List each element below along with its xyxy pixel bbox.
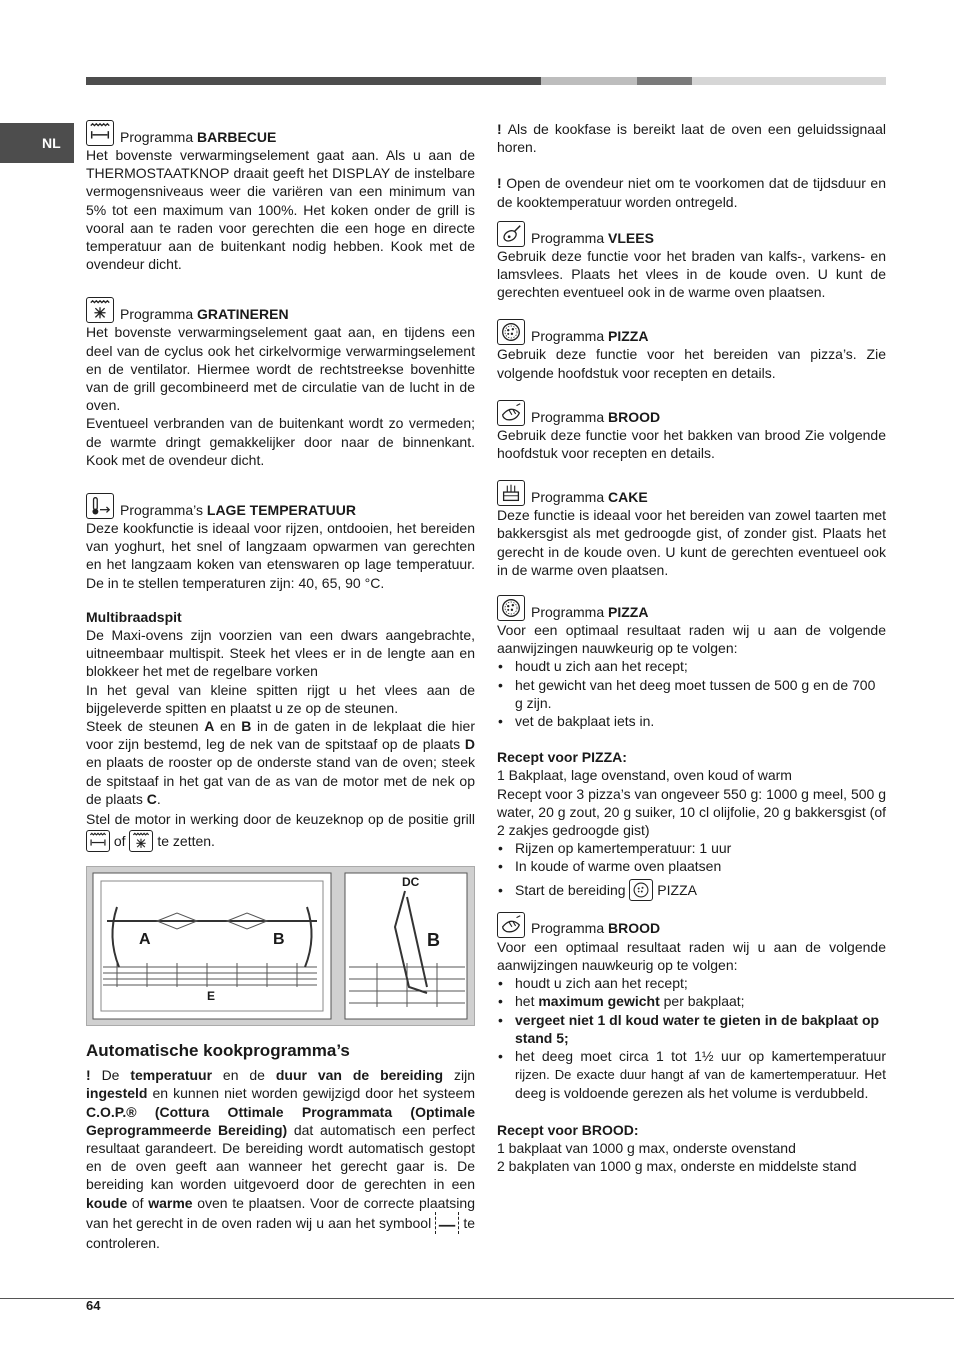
list-item: • het gewicht van het deeg moet tussen de 500 g en de 700 g zijn.: [497, 676, 886, 712]
auto-programs-title: Automatische kookprogramma’s: [86, 1041, 350, 1061]
recipe-pizza-title: Recept voor PIZZA:: [497, 749, 627, 766]
gratineren-text-2: Eventueel verbranden van de buitenkant wordt zo vermeden; de warmte dringt gemakkelijker door naar de binnenkant. Kook met de ovendeur dicht.: [86, 415, 475, 468]
list-item: • In koude of warme oven plaatsen: [497, 857, 886, 875]
brood-text: Gebruik deze functie voor het bakken van brood Zie volgende hoofdstuk voor recepten en details.: [497, 426, 886, 462]
brood-tips-list: [497, 974, 886, 1102]
pizza-icon: [497, 319, 525, 345]
multibraadspit-p2: In het geval van kleine spitten rijgt u het vlees aan de bijgeleverde spitten en plaatst u ze op de steunen.: [86, 681, 475, 716]
vlees-text: Gebruik deze functie voor het braden van kalfs-, varkens- en lamsvlees. Plaats het vlees in de koude oven. U kunt de gerechten eventueel ook in de warme oven plaatsen.: [497, 247, 886, 301]
pizza-tips-list: [497, 657, 886, 730]
gratin-icon: [86, 297, 114, 323]
recipe-pizza: [497, 748, 886, 903]
program-cake: Programma CAKE Deze functie is ideaal voor het bereiden van zowel taarten met bakkersgist als met gedroogde gist, of zonder gist. Plaats het gerecht in de koude oven. U kunt de gerechten eventueel ook in de warme oven plaatsen.: [497, 480, 886, 579]
recipe-pizza-list: [497, 839, 886, 903]
low-temperature-icon: [86, 493, 114, 519]
pizza-text: Gebruik deze functie voor het bereiden van pizza’s. Zie volgende hoofdstuk voor recepten en details.: [497, 346, 886, 381]
list-item: • vergeet niet 1 dl koud water te gieten in de bakplaat op stand 5;: [497, 1011, 886, 1047]
label-b-side: B: [427, 930, 440, 951]
brood-details-text: Voor een optimaal resultaat raden wij u aan de volgende aanwijzingen nauwkeurig op te volgen:: [497, 938, 886, 973]
auto-programs-text: ! De temperatuur en de duur van de bereiding zijn ingesteld en kunnen niet worden gewijzigd door het systeem C.O.P.® (Cottura Ottimale Programmata (Optimale Geprogrammeerde Bereiding) dat automatisch een perfect resultaat garandeert. De bereiding wordt automatisch gestopt en de oven geeft aan wanneer het gerecht gaar is. De bereiding kan worden uitgevoerd door de gerechten in een koude of warme oven te plaatsen. Voor de correcte plaatsing van het gerecht in de oven raden wij u aan het symbool te controleren.: [86, 1067, 475, 1251]
barbecue-grill-icon: [86, 830, 110, 852]
gratin-icon: [129, 830, 153, 852]
multibraadspit-p4: Stel de motor in werking door de keuzeknop op de positie grill of te zetten.: [86, 808, 475, 852]
recipe-brood: [497, 1121, 886, 1176]
rotisserie-diagram: [86, 866, 475, 1026]
list-item: • houdt u zich aan het recept;: [497, 657, 886, 675]
multibraadspit-title: Multibraadspit: [86, 608, 182, 625]
lage-temperatuur-text: Deze kookfunctie is ideaal voor rijzen, ontdooien, het bereiden van yoghurt, het snel of langzaam opwarmen van gerechten en het langzaam koken van etenswaren op lage temperatuur. De in te stellen temperaturen zijn: 40, 65, 90 °C.: [86, 520, 475, 591]
program-gratineren: Programma GRATINEREN Het bovenste verwarmingselement gaat aan, en tijdens een deel van de cyclus ook het cirkelvormige verwarmingselement en de ventilator. Hiermee wordt de rechtstreekse bovenhitte van de grill gecombineerd met de circulatie van de lucht in de oven. Eventueel verbranden van de buitenkant wordt zo vermeden; de warmte dringt gemakkelijker door naar de binnenkant. Kook met de ovendeur dicht.: [86, 297, 475, 469]
language-tab: NL: [0, 123, 74, 163]
list-item: • vet de bakplaat iets in.: [497, 712, 886, 730]
list-item: • Start de bereiding PIZZA: [497, 876, 886, 904]
recipe-brood-title: Recept voor BROOD:: [497, 1121, 639, 1138]
right-column: [497, 120, 886, 1175]
cake-icon: [497, 480, 525, 506]
gratineren-text-1: Het bovenste verwarmingselement gaat aan, en tijdens een deel van de cyclus ook het cirkelvormige verwarmingselement en de ventilator. Hiermee wordt de rechtstreekse bovenhitte van de grill gecombineerd met de circulatie van de lucht in de oven.: [86, 324, 475, 414]
bread-icon: [497, 912, 525, 938]
barbecue-text: Het bovenste verwarmingselement gaat aan. Als u aan de THERMOSTAATKNOP draait geeft het DISPLAY de instelbare vermogensniveaus weer die variëren van een minimum van 5% tot een maximum van 100%. Het koken onder de grill is vooral aan te raden voor gerechten die een hoge en directe temperatuur aan de buitenkant nodig hebben. Kook met de ovendeur dicht.: [86, 147, 475, 273]
recipe-brood-l1: 1 bakplaat van 1000 g max, onderste ovenstand: [497, 1139, 796, 1156]
list-item: • houdt u zich aan het recept;: [497, 974, 886, 992]
label-b: B: [273, 931, 285, 949]
program-brood: Programma BROOD Gebruik deze functie voor het bakken van brood Zie volgende hoofdstuk voor recepten en details.: [497, 400, 886, 462]
note-signal: ! Als de kookfase is bereikt laat de oven een geluidssignaal horen.: [497, 121, 886, 156]
multibraadspit-section: [86, 608, 475, 852]
label-e: E: [207, 989, 216, 1004]
pizza-icon: [629, 879, 653, 901]
label-a: A: [139, 931, 151, 949]
multibraadspit-p3: Steek de steunen A en B in de gaten in de lekplaat die hier voor zijn bestemd, leg de nek van de spitstaaf op de plaats D en plaats de rooster op de onderste stand van de oven; steek de spitstaaf in het gat van de as van de motor met de nek op de plaats C.: [86, 718, 475, 807]
left-column: [86, 120, 475, 1252]
top-color-bar: [86, 77, 886, 85]
program-pizza-details: Programma PIZZA Voor een optimaal resultaat raden wij u aan de volgende aanwijzingen nauwkeurig op te volgen: • houdt u zich aan het recept; • het gewicht van het deeg moet tussen de 500 g en de 700 g zijn. • vet de bakplaat iets in.: [497, 595, 886, 730]
shelf-position-icon: [435, 1212, 459, 1234]
list-item: • het deeg moet circa 1 tot 1½ uur op kamertemperatuur rijzen. De exacte duur hangt af van de kamertemperatuur. Het deeg is voldoende gerezen als het volume is verdubbeld.: [497, 1047, 886, 1103]
note-door: ! Open de ovendeur niet om te voorkomen dat de tijdsduur en de kooktemperatuur worden ontregeld.: [497, 175, 886, 210]
program-pizza: Programma PIZZA Gebruik deze functie voor het bereiden van pizza’s. Zie volgende hoofdstuk voor recepten en details.: [497, 319, 886, 381]
pizza-details-text: Voor een optimaal resultaat raden wij u aan de volgende aanwijzingen nauwkeurig op te volgen:: [497, 622, 886, 657]
pizza-icon: [497, 595, 525, 621]
list-item: • het maximum gewicht per bakplaat;: [497, 992, 886, 1010]
recipe-brood-l2: 2 bakplaten van 1000 g max, onderste en middelste stand: [497, 1157, 857, 1174]
label-dc: DC: [402, 875, 420, 890]
bread-icon: [497, 400, 525, 426]
page-number: 64: [86, 1298, 101, 1313]
program-vlees: Programma VLEES Gebruik deze functie voor het braden van kalfs-, varkens- en lamsvlees. Plaats het vlees in de koude oven. U kunt de gerechten eventueel ook in de warme oven plaatsen.: [497, 221, 886, 302]
program-barbecue: Programma BARBECUE Het bovenste verwarmingselement gaat aan. Als u aan de THERMOSTAATKNOP draait geeft het DISPLAY de instelbare vermogensniveaus weer die variëren van een minimum van 5% tot een maximum van 100%. Het koken onder de grill is vooral aan te raden voor gerechten die een hoge en directe temperatuur aan de buitenkant nodig hebben. Kook met de ovendeur dicht.: [86, 120, 475, 273]
list-item: • Rijzen op kamertemperatuur: 1 uur: [497, 839, 886, 857]
meat-icon: [497, 221, 525, 247]
footer-divider: [0, 1298, 954, 1299]
program-lage-temperatuur: Programma’s LAGE TEMPERATUUR Deze kookfunctie is ideaal voor rijzen, ontdooien, het bereiden van yoghurt, het snel of langzaam opwarmen van gerechten en het langzaam koken van etenswaren op lage temperatuur. De in te stellen temperaturen zijn: 40, 65, 90 °C.: [86, 493, 475, 592]
recipe-pizza-l2: Recept voor 3 pizza’s van ongeveer 550 g: 1000 g meel, 500 g water, 20 g zout, 20 g suiker, 10 cl olijfolie, 20 g bakkersgist (of 2 zakjes gedroogde gist): [497, 785, 886, 839]
cake-text: Deze functie is ideaal voor het bereiden van zowel taarten met bakkersgist als met gedroogde gist, of zonder gist. Plaats het gerecht in de koude oven. U kunt de gerechten eventueel ook in de warme oven plaatsen.: [497, 507, 886, 578]
multibraadspit-p1: De Maxi-ovens zijn voorzien van een dwars aangebrachte, uitneembaar multispit. Steek het vlees er in de lengte aan en blokkeer het met de regelbare vorken: [86, 627, 475, 680]
barbecue-grill-icon: [86, 120, 114, 146]
program-brood-details: Programma BROOD Voor een optimaal resultaat raden wij u aan de volgende aanwijzingen nauwkeurig op te volgen: • houdt u zich aan het recept; • het maximum gewicht per bakplaat; • vergeet niet 1 dl koud water te gieten in de bakplaat op stand 5; • het deeg moet circa 1 tot 1½ uur op kamertemperatuur rijzen. De exacte duur hangt af van de kamertemperatuur. Het deeg is voldoende gerezen als het volume is verdubbeld.: [497, 912, 886, 1103]
recipe-pizza-l1: 1 Bakplaat, lage ovenstand, oven koud of warm: [497, 767, 792, 784]
